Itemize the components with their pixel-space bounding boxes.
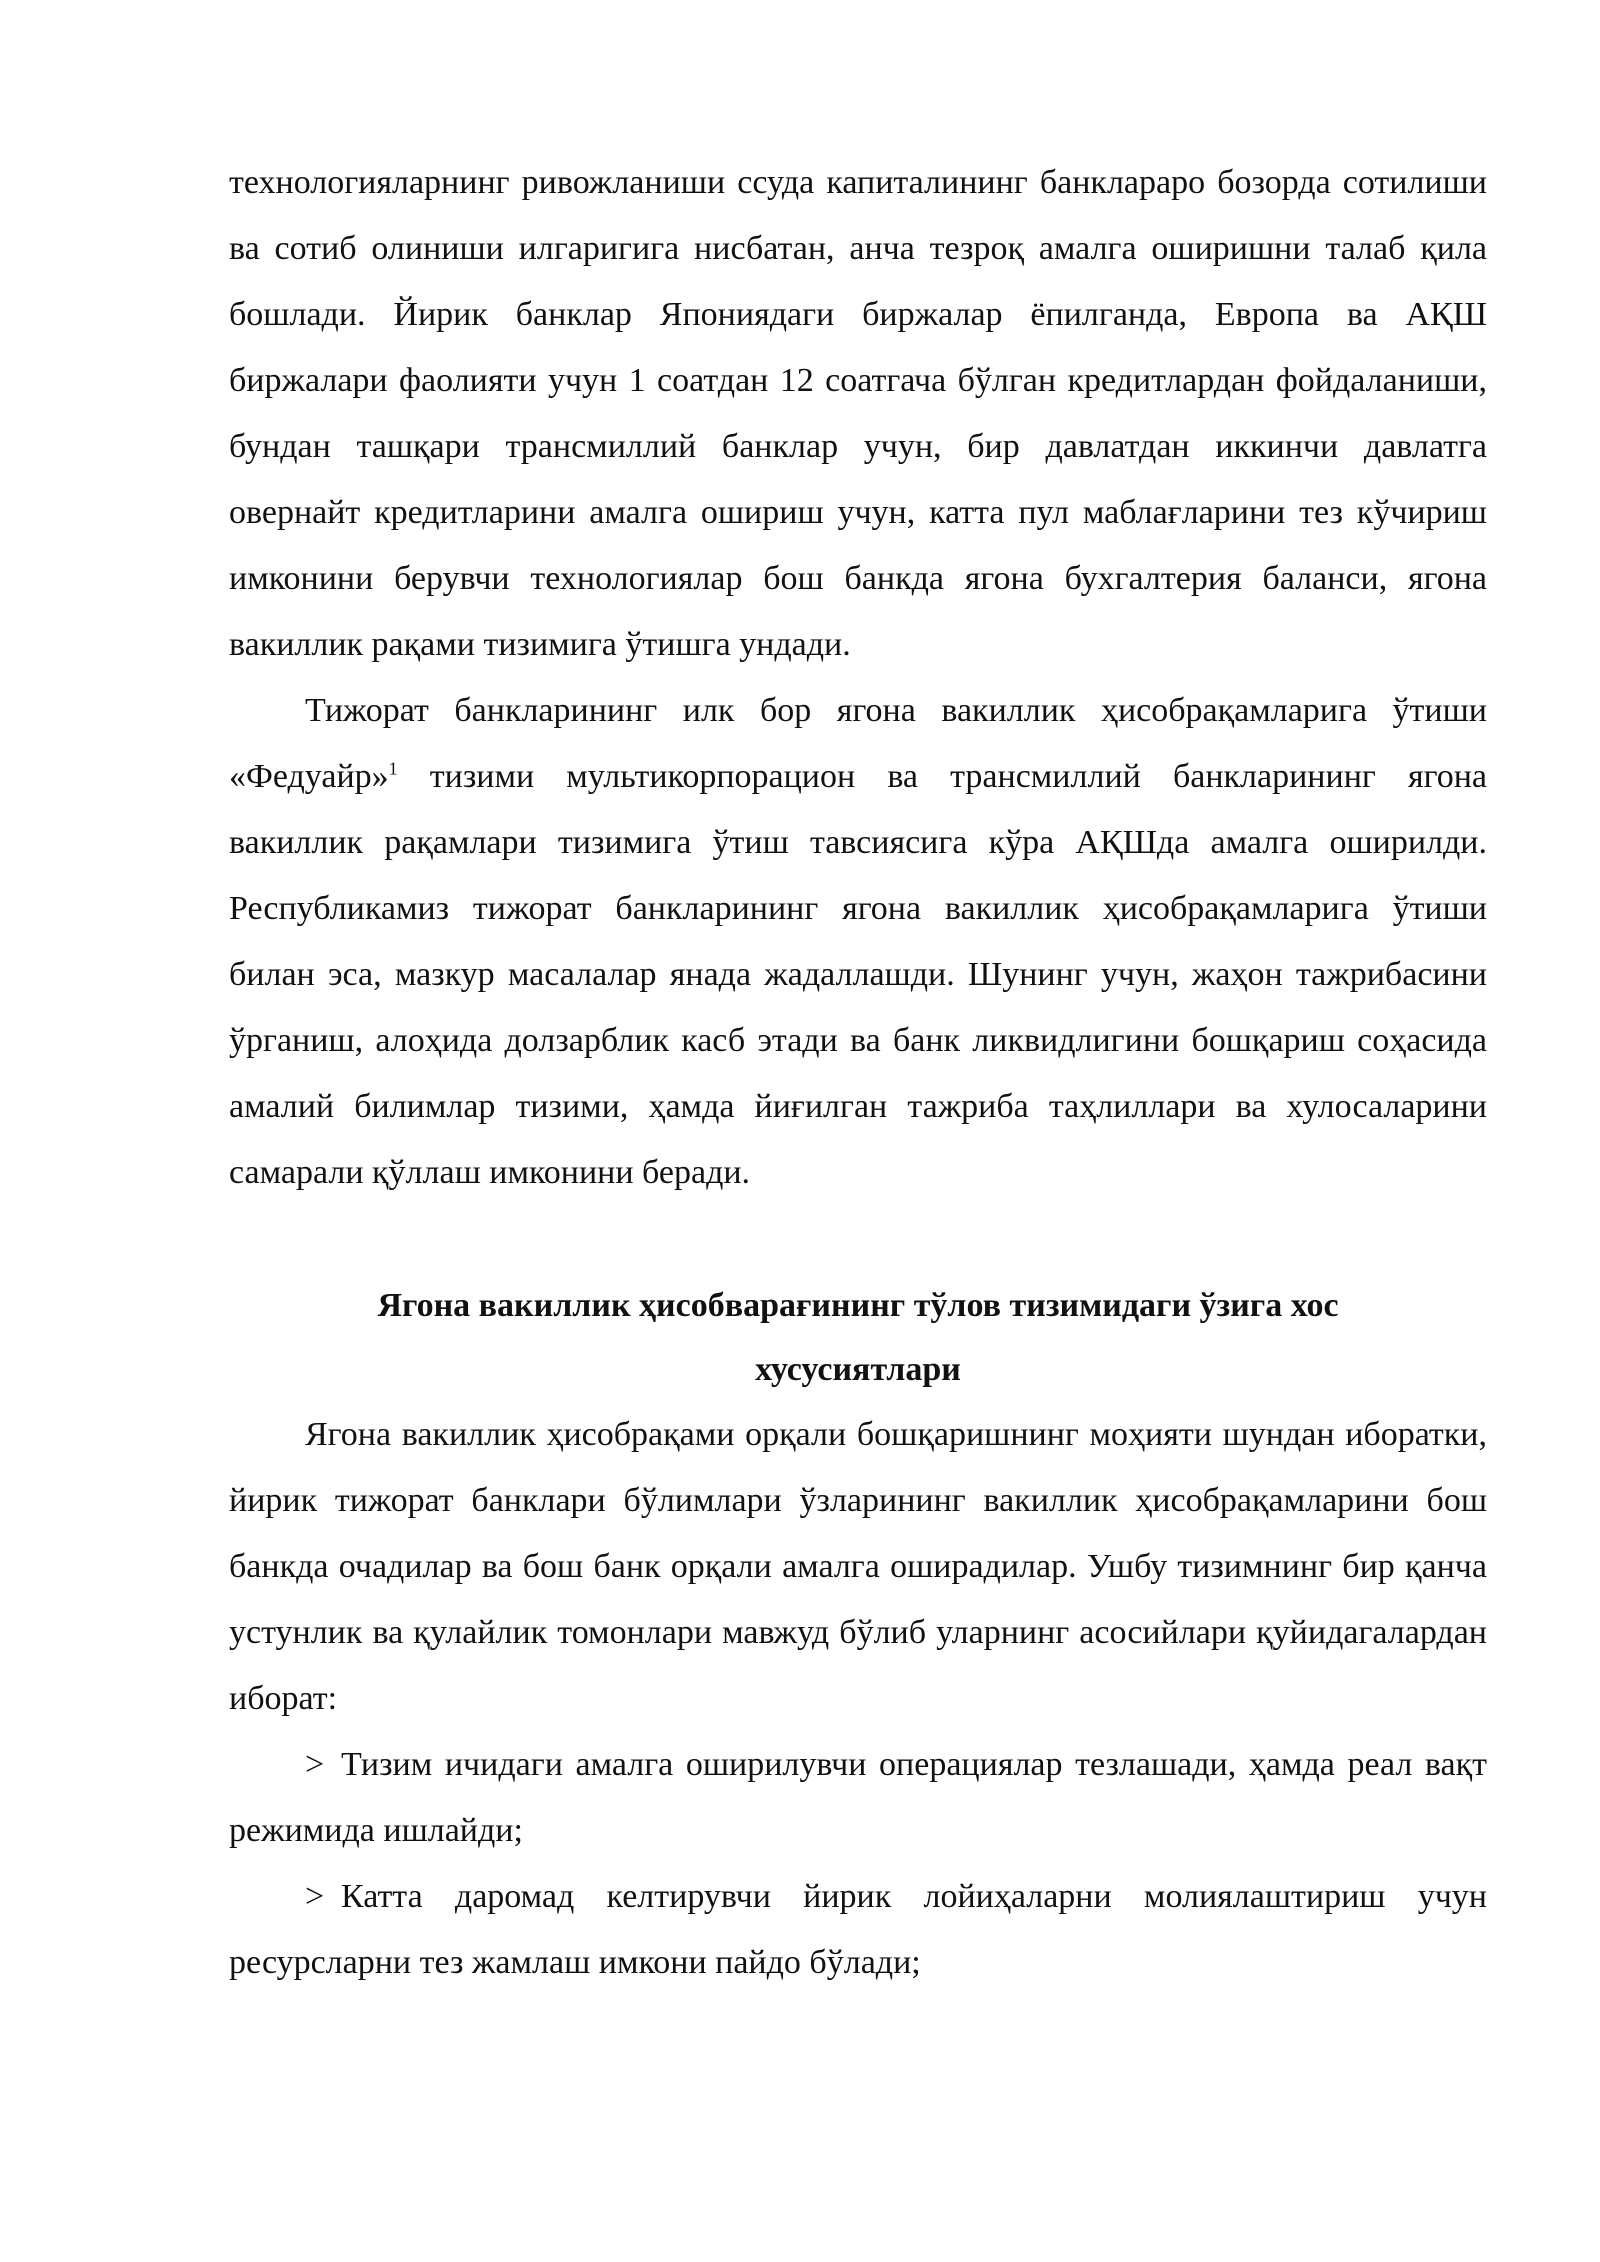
- paragraph-1: технологияларнинг ривожланиши ссуда капиталининг банклараро бозорда сотилиши ва сотиб олиниши илгаригига нисбатан, анча тезроқ амалга оширишни талаб қила бошлади. Йирик банклар Япониядаги биржалар ёпилганда, Европа ва АҚШ биржалари фаолияти учун 1 соатдан 12 соатгача бўлган кредитлардан фойдаланиши, бундан ташқари трансмиллий банклар учун, бир давлатдан иккинчи давлатга овернайт кредитларини амалга ошириш учун, катта пул маблағларини тез кўчириш имконини берувчи технологиялар бош банкда ягона бухгалтерия баланси, ягона вакиллик рақами тизимига ўтишга ундади.: [229, 164, 1487, 663]
- paragraph-2-start: Тижорат банкларининг илк бор ягона вакиллик ҳисобрақамларига ўтиши «Федуайр»: [229, 692, 1487, 795]
- section-heading-line-1: Ягона вакиллик ҳисобварағининг тўлов тизимидаги ўзига хос: [377, 1287, 1339, 1324]
- list-marker-icon: >: [305, 1878, 325, 1915]
- footnote-marker: 1: [388, 758, 398, 779]
- list-item-text: Катта даромад келтирувчи йирик лойиҳаларни молиялаштириш учун ресурсларни тез жамлаш имкони пайдо бўлади;: [229, 1878, 1487, 1981]
- list-item: [229, 1732, 1487, 1864]
- section-heading: [229, 1274, 1487, 1402]
- list-item: [229, 1864, 1487, 1996]
- section-heading-line-2: хусусиятлари: [755, 1351, 961, 1388]
- list-item-text: Тизим ичидаги амалга оширилувчи операциялар тезлашади, ҳамда реал вақт режимида ишлайди;: [229, 1746, 1487, 1849]
- paragraph-3: Ягона вакиллик ҳисобрақами орқали бошқаришнинг моҳияти шундан иборатки, йирик тижорат банклари бўлимлари ўзларининг вакиллик ҳисобрақамларини бош банкда очадилар ва бош банк орқали амалга оширадилар. Ушбу тизимнинг бир қанча устунлик ва қулайлик томонлари мавжуд бўлиб уларнинг асосийлари қуйидагалардан иборат:: [229, 1416, 1487, 1717]
- list-marker-icon: >: [305, 1746, 325, 1783]
- paragraph-2-end: тизими мультикорпорацион ва трансмиллий банкларининг ягона вакиллик рақамлари тизимига ўтиш тавсиясига кўра АҚШда амалга оширилди. Республикамиз тижорат банкларининг ягона вакиллик ҳисобрақамларига ўтиши билан эса, мазкур масалалар янада жадаллашди. Шунинг учун, жаҳон тажрибасини ўрганиш, алоҳида долзарблик касб этади ва банк ликвидлигини бошқариш соҳасида амалий билимлар тизими, ҳамда йиғилган тажриба таҳлиллари ва хулосаларини самарали қўллаш имконини беради.: [229, 758, 1487, 1191]
- text-column: [229, 150, 1487, 1996]
- paragraph-2: [229, 678, 1487, 1206]
